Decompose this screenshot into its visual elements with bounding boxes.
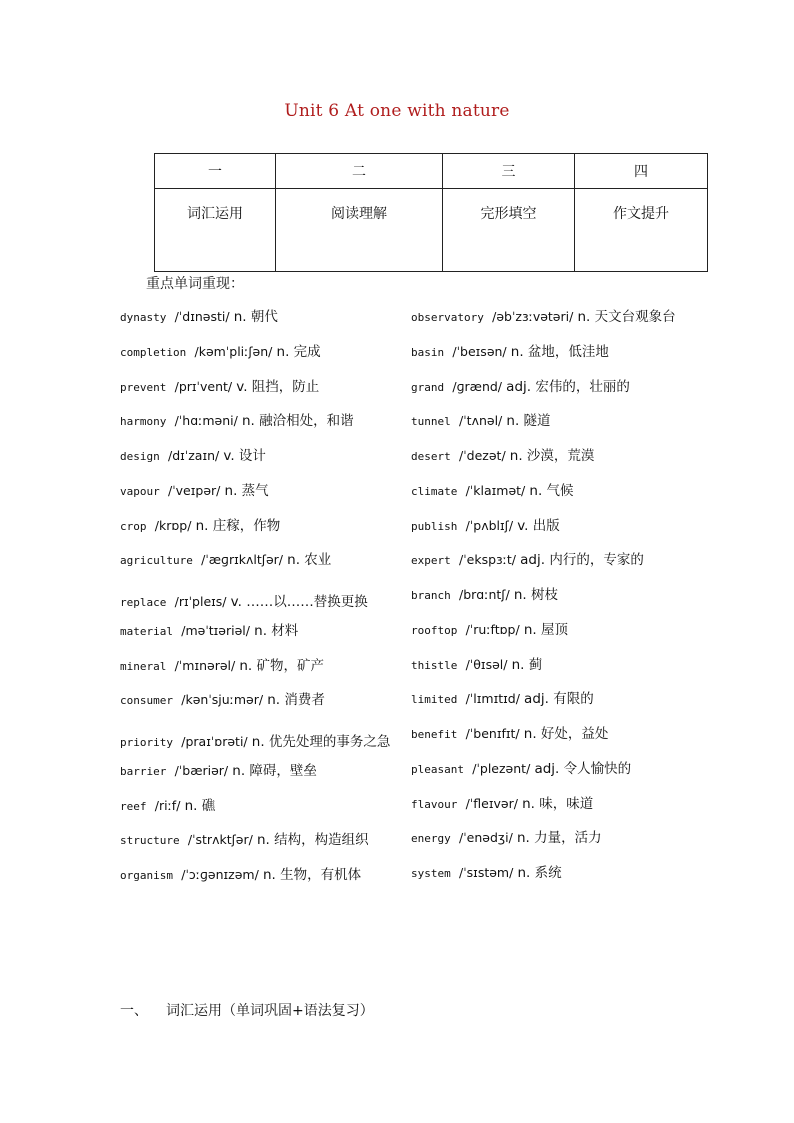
- vocab-entry: [411, 377, 691, 412]
- vocab-entry: [411, 655, 691, 690]
- vocab-definition: n. 盆地，低洼地: [510, 343, 609, 360]
- vocab-entry: [411, 550, 691, 585]
- vocab-definition: adj. 内行的，专家的: [520, 552, 644, 569]
- vocab-word: material: [120, 624, 173, 638]
- vocab-entry: [120, 307, 392, 342]
- section-name-4: 作文提升: [575, 189, 708, 272]
- vocab-entry: [411, 689, 691, 724]
- vocab-word: consumer: [120, 694, 173, 708]
- vocab-phonetic: /ɡrænd/: [452, 378, 503, 394]
- vocab-definition: n. 礁: [184, 797, 216, 814]
- vocab-phonetic: /ˈfleɪvər/: [465, 795, 518, 811]
- vocab-phonetic: /ˈbenɪfɪt/: [465, 726, 520, 741]
- sections-table: [154, 153, 708, 272]
- vocab-phonetic: /məˈtɪəriəl/: [181, 622, 250, 638]
- vocab-word: barrier: [120, 764, 167, 778]
- vocab-phonetic: /ˈekspɜːt/: [459, 552, 517, 568]
- vocab-phonetic: /ˈstrʌktʃər/: [187, 832, 253, 848]
- vocab-word: priority: [120, 736, 173, 749]
- vocab-definition: adj. 有限的: [524, 691, 594, 708]
- vocab-entry: [120, 377, 392, 412]
- vocab-word: system: [411, 867, 451, 880]
- section-heading: [120, 1000, 374, 1020]
- section-number-2: 二: [276, 154, 443, 189]
- vocab-word: mineral: [120, 659, 167, 673]
- section-heading-text: 词汇运用（单词巩固+语法复习）: [166, 1003, 374, 1019]
- vocab-definition: n. 融洽相处，和谐: [241, 413, 354, 430]
- vocab-phonetic: /ˈθɪsəl/: [465, 656, 508, 672]
- vocab-entry: [411, 724, 691, 759]
- vocab-definition: n. 沙漠，荒漠: [509, 448, 595, 464]
- vocab-definition: n. 隧道: [506, 413, 551, 430]
- vocab-phonetic: /ˈlɪmɪtɪd/: [465, 691, 520, 707]
- vocab-definition: n. 材料: [254, 622, 299, 639]
- vocab-entry: [120, 830, 392, 865]
- vocab-phonetic: /ˈplezənt/: [472, 760, 531, 776]
- vocab-phonetic: /rɪˈpleɪs/: [174, 594, 227, 609]
- vocab-word: completion: [120, 345, 187, 359]
- vocab-definition: v. 阻挡，防止: [236, 378, 320, 395]
- vocab-word: harmony: [120, 415, 167, 429]
- vocab-phonetic: /ˈveɪpər/: [168, 482, 221, 498]
- vocab-definition: n. 结构，构造组织: [257, 832, 369, 849]
- vocab-entry: [411, 342, 691, 377]
- vocab-definition: n. 天文台观象台: [577, 309, 676, 325]
- vocab-definition: n. 好处，益处: [523, 726, 609, 742]
- section-name-2: 阅读理解: [276, 189, 443, 272]
- vocab-word: desert: [411, 450, 451, 463]
- vocab-phonetic: /ˈmɪnərəl/: [174, 657, 236, 673]
- vocab-phonetic: /brɑːntʃ/: [459, 587, 510, 602]
- vocab-phonetic: /ˈpʌblɪʃ/: [465, 517, 514, 533]
- vocab-word: replace: [120, 596, 167, 609]
- vocab-word: grand: [411, 380, 445, 394]
- vocab-definition: adj. 令人愉快的: [534, 760, 632, 777]
- vocab-entry: [411, 585, 691, 620]
- vocab-word: structure: [120, 834, 180, 848]
- vocab-word: climate: [411, 484, 458, 498]
- vocab-definition: n. 生物，有机体: [262, 867, 362, 883]
- vocab-definition: v. 设计: [223, 448, 266, 464]
- vocab-definition: n. 屋顶: [523, 621, 568, 638]
- vocab-definition: n. 优先处理的事务之急: [251, 734, 391, 750]
- vocab-word: flavour: [411, 797, 458, 811]
- vocab-word: design: [120, 450, 160, 463]
- vocab-word: reef: [120, 799, 147, 813]
- vocab-word: expert: [411, 554, 451, 568]
- vocab-entry: [120, 725, 392, 761]
- vocab-entry: [411, 794, 691, 829]
- vocab-phonetic: /dɪˈzaɪn/: [168, 448, 220, 463]
- vocab-phonetic: /ˈɔːɡənɪzəm/: [181, 867, 259, 882]
- vocab-entry: [411, 446, 691, 481]
- vocab-word: organism: [120, 869, 173, 882]
- vocab-phonetic: /ˈbæriər/: [174, 762, 229, 778]
- vocab-word: vapour: [120, 484, 160, 498]
- vocab-word: prevent: [120, 380, 167, 394]
- vocab-phonetic: /ˈhɑːməni/: [174, 413, 238, 429]
- sections-number-row: [155, 154, 708, 189]
- vocab-phonetic: /kənˈsjuːmər/: [181, 692, 264, 708]
- vocab-phonetic: /kəmˈpliːʃən/: [194, 343, 273, 359]
- vocab-word: branch: [411, 589, 451, 602]
- vocabulary-subheading: 重点单词重现：: [146, 276, 244, 292]
- vocab-word: observatory: [411, 311, 484, 324]
- vocab-entry: [120, 865, 392, 900]
- vocab-phonetic: /krɒp/: [154, 517, 192, 533]
- vocab-definition: adj. 宏伟的，壮丽的: [506, 378, 630, 395]
- vocab-word: basin: [411, 345, 445, 359]
- vocab-definition: n. 蒸气: [224, 482, 269, 499]
- vocab-entry: [411, 863, 691, 898]
- vocab-phonetic: /ˈruːftɒp/: [465, 621, 520, 637]
- vocab-word: benefit: [411, 728, 458, 741]
- vocab-word: agriculture: [120, 554, 193, 568]
- vocab-phonetic: /ˈdɪnəsti/: [174, 309, 230, 324]
- vocab-entry: [120, 446, 392, 481]
- vocab-definition: n. 庄稼，作物: [195, 517, 281, 534]
- vocab-definition: n. 味，味道: [522, 795, 594, 812]
- vocab-phonetic: /ˈklaɪmət/: [465, 482, 526, 498]
- vocab-definition: n. 朝代: [233, 309, 278, 325]
- vocab-entry: [120, 690, 392, 725]
- vocab-phonetic: /ˈæɡrɪkʌltʃər/: [201, 552, 284, 568]
- section-number-4: 四: [575, 154, 708, 189]
- vocab-entry: [411, 307, 691, 342]
- vocab-definition: n. 矿物，矿产: [239, 657, 325, 674]
- vocab-phonetic: /riːf/: [154, 797, 181, 813]
- section-name-1: 词汇运用: [155, 189, 276, 272]
- vocab-entry: [411, 411, 691, 446]
- sections-name-row: [155, 189, 708, 272]
- vocab-definition: n. 气候: [529, 482, 574, 499]
- section-number-1: 一: [155, 154, 276, 189]
- vocab-entry: [411, 516, 691, 551]
- vocab-phonetic: /ˈbeɪsən/: [452, 343, 507, 359]
- vocab-entry: [120, 342, 392, 377]
- vocab-phonetic: /ˈenədʒi/: [459, 830, 513, 846]
- vocab-word: tunnel: [411, 415, 451, 429]
- vocabulary-left-column: [120, 307, 392, 900]
- vocab-phonetic: /əbˈzɜːvətəri/: [492, 309, 574, 324]
- vocabulary-right-column: [411, 307, 691, 898]
- section-name-3: 完形填空: [443, 189, 575, 272]
- vocab-definition: n. 蓟: [511, 656, 543, 673]
- vocab-phonetic: /ˈsɪstəm/: [459, 865, 514, 880]
- vocab-entry: [120, 796, 392, 831]
- vocab-entry: [120, 621, 392, 656]
- vocab-definition: n. 系统: [517, 865, 562, 881]
- page-title: Unit 6 At one with nature: [284, 101, 510, 121]
- vocab-word: rooftop: [411, 623, 458, 637]
- vocab-entry: [120, 411, 392, 446]
- vocab-entry: [411, 620, 691, 655]
- vocab-entry: [120, 761, 392, 796]
- vocab-definition: v. ……以……替换更换: [230, 594, 368, 610]
- vocab-entry: [411, 481, 691, 516]
- vocab-phonetic: /ˈtʌnəl/: [459, 413, 503, 429]
- vocab-entry: [120, 585, 392, 621]
- vocab-definition: n. 农业: [287, 552, 332, 569]
- section-number-3: 三: [443, 154, 575, 189]
- vocab-entry: [120, 656, 392, 691]
- vocab-definition: n. 消费者: [267, 692, 325, 709]
- vocab-word: publish: [411, 519, 458, 533]
- vocab-definition: v. 出版: [517, 517, 560, 534]
- vocab-definition: n. 力量，活力: [516, 830, 602, 847]
- vocab-word: dynasty: [120, 311, 167, 324]
- vocab-phonetic: /ˈdezət/: [459, 448, 506, 463]
- vocab-word: crop: [120, 519, 147, 533]
- vocab-entry: [120, 481, 392, 516]
- section-heading-number: 一、: [120, 1003, 148, 1019]
- vocab-word: energy: [411, 832, 451, 846]
- vocab-entry: [411, 828, 691, 863]
- vocab-word: thistle: [411, 658, 458, 672]
- vocab-definition: n. 障碍，壁垒: [232, 762, 317, 779]
- vocab-phonetic: /praɪˈɒrəti/: [181, 734, 248, 749]
- vocab-phonetic: /prɪˈvent/: [174, 378, 233, 394]
- vocab-entry: [120, 516, 392, 551]
- vocab-entry: [411, 759, 691, 794]
- vocab-word: limited: [411, 693, 458, 707]
- vocab-definition: n. 完成: [276, 343, 321, 360]
- vocab-word: pleasant: [411, 762, 464, 776]
- vocab-definition: n. 树枝: [513, 587, 558, 603]
- vocab-entry: [120, 550, 392, 585]
